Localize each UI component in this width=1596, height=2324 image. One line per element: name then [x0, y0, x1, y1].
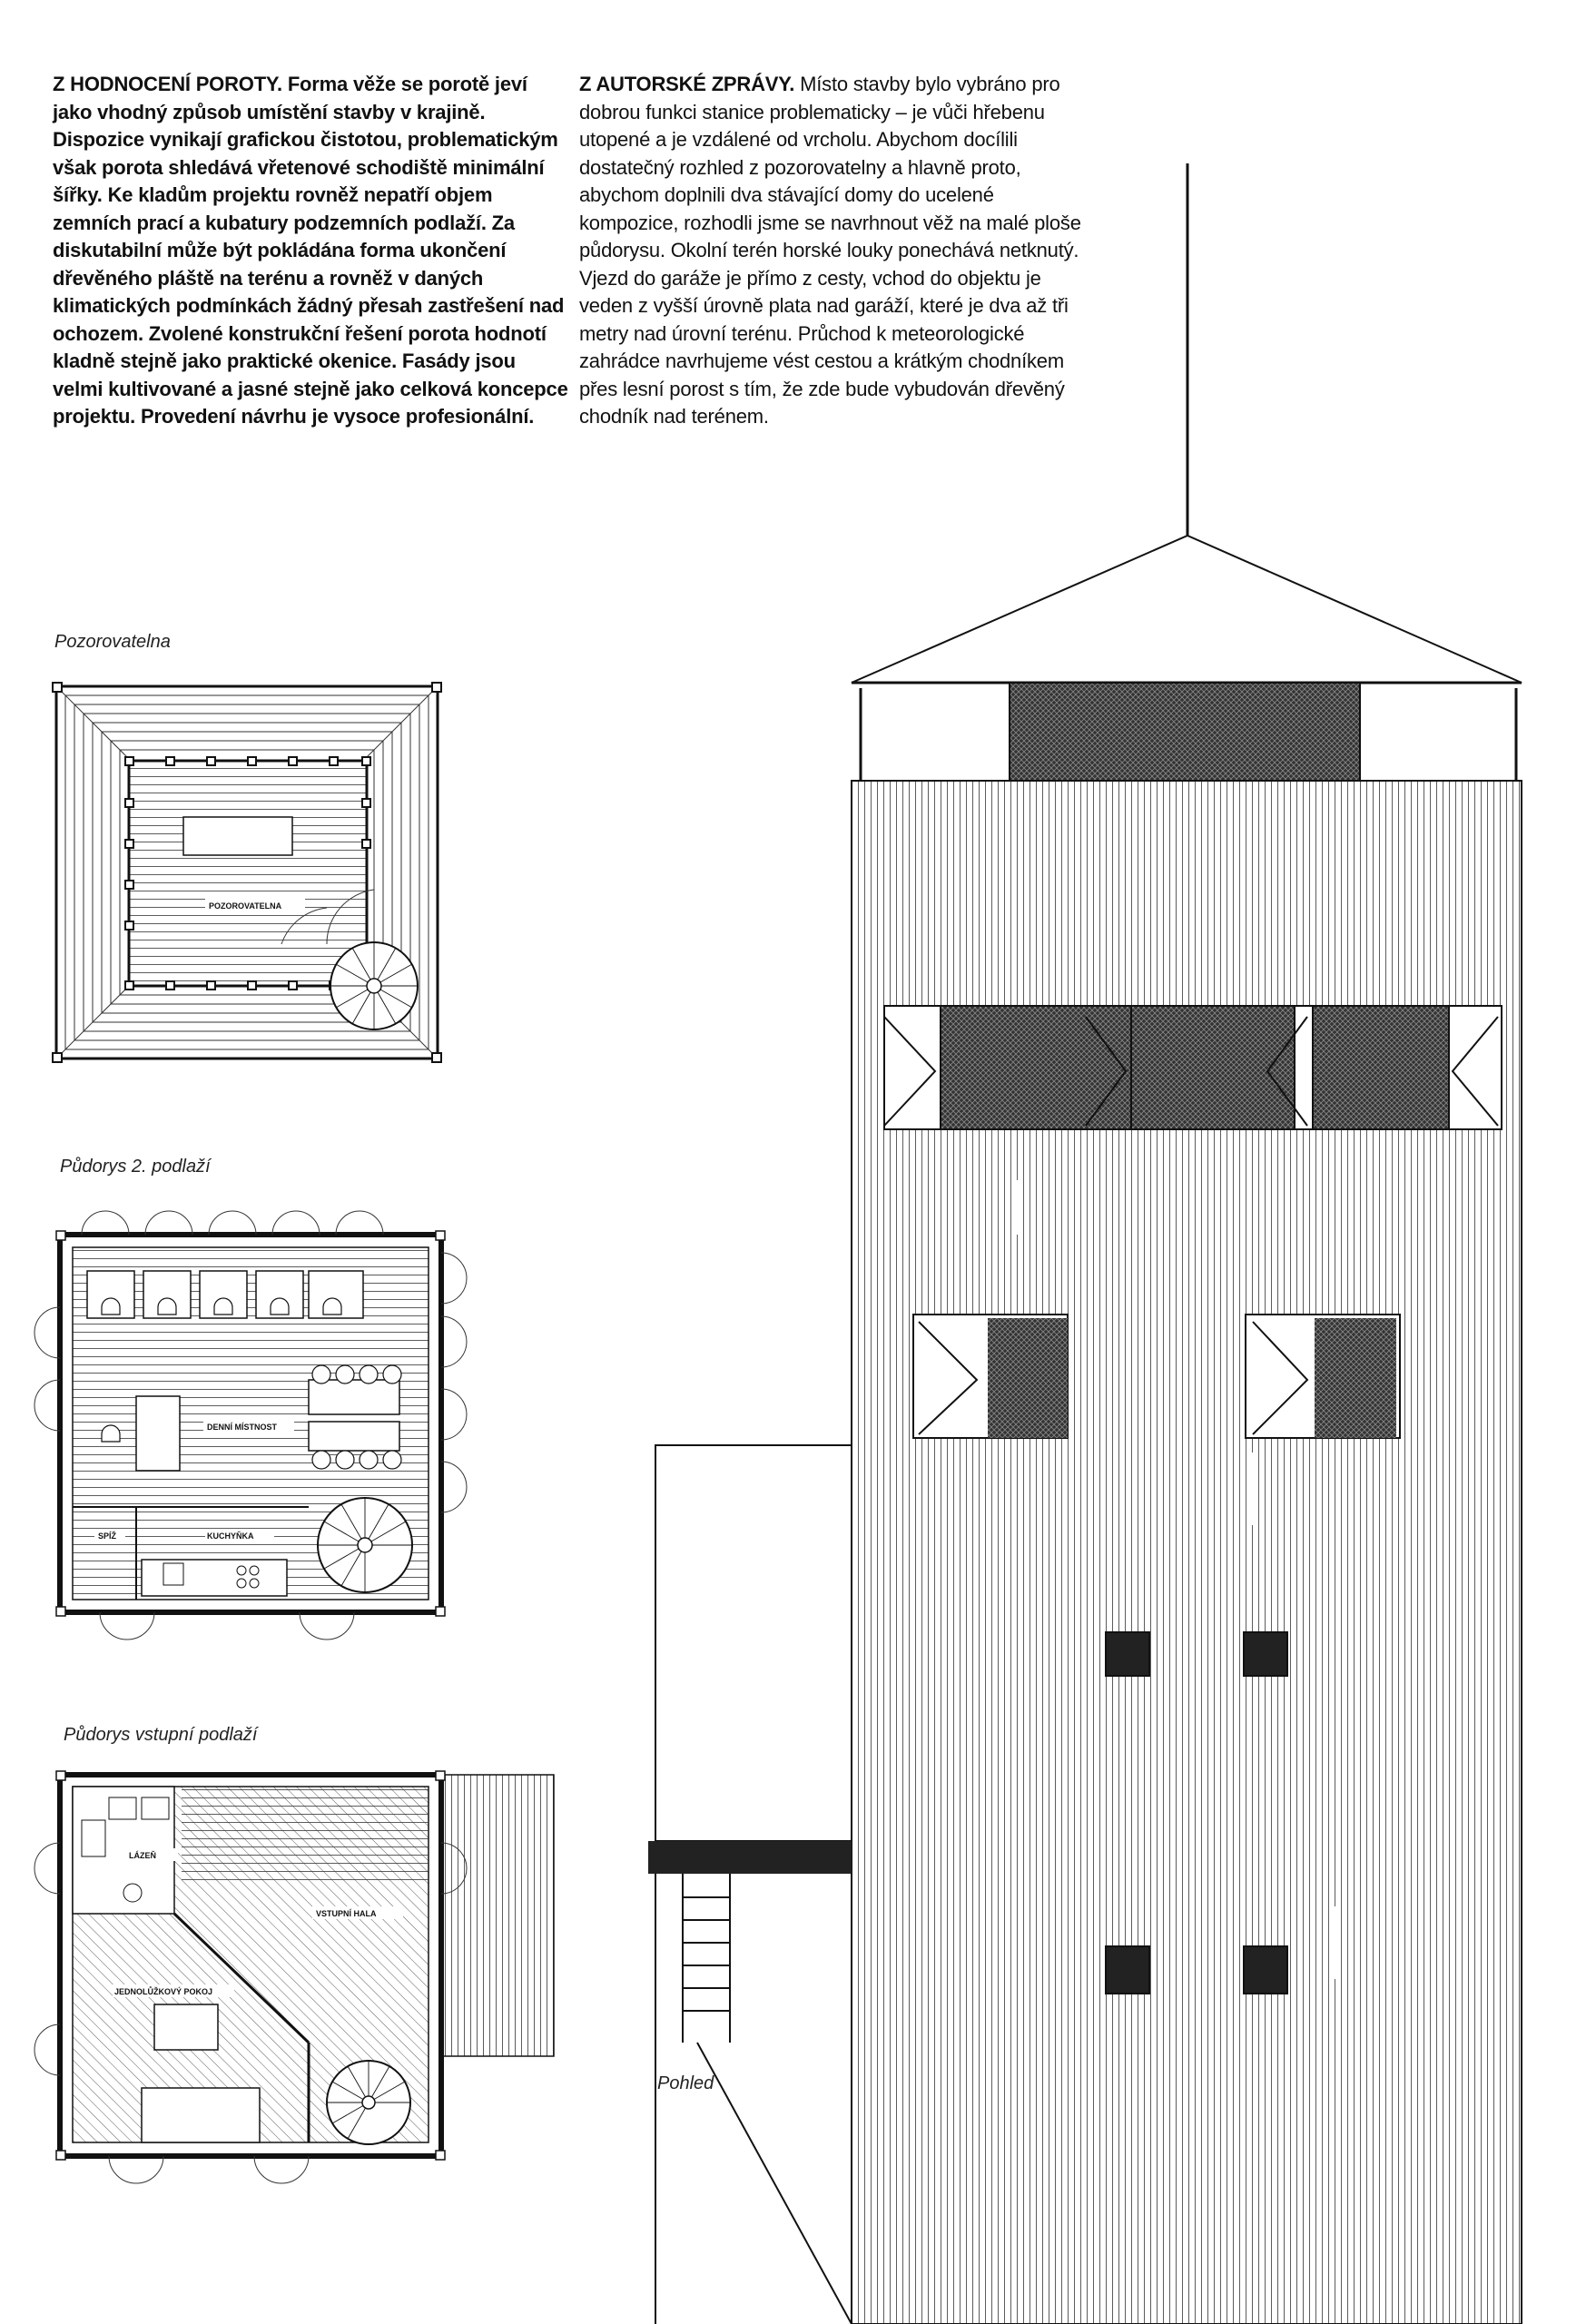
caption-view: Pohled	[657, 2073, 714, 2093]
label-entrance-hall: VSTUPNÍ HALA	[316, 1909, 377, 1918]
label-observatory-room: POZOROVATELNA	[209, 901, 282, 911]
label-pantry: SPÍŽ	[98, 1531, 117, 1541]
label-bathroom: LÁZEŇ	[129, 1851, 156, 1860]
observatory-plan	[53, 683, 441, 1062]
floor2-plan	[34, 1211, 467, 1640]
caption-floor2: Půdorys 2. podlaží	[60, 1157, 211, 1177]
tower-elevation	[648, 163, 1522, 2324]
label-day-room: DENNÍ MÍSTNOST	[207, 1423, 278, 1432]
author-text: Místo stavby bylo vybráno pro dobrou funkci stanice problematicky – je vůči hřebenu utopené a je vzdálené od vrcholu. Abychom docílili dostatečný rozhled z pozorovatelny a hlavně proto, abychom doplnili dva stávající domy do ucelené kompozice, rozhodli jsme se navrhnout věž na malé ploše půdorysu. Okolní terén horské louky ponechává netknutý. Vjezd do garáže je přímo z cesty, vchod do objektu je veden z vyšší úrovně plata nad garáží, které je dva až tři metry nad úrovní terénu. Průchod k meteorologické zahrádce navrhujeme vést cestou a krátkým chodníkem přes lesní porost s tím, že zde bude vybudován dřevěný chodník nad terénem.	[579, 73, 1081, 428]
jury-text: Forma věže se porotě jeví jako vhodný způsob umístění stavby v krajině. Dispozice vynikají grafickou čistotou, problematickým však porota shledává vřetenové schodiště minimální šířky. Ke kladům projektu rovněž nepatří objem zemních prací a kubatury podzemních podlaží. Za diskutabilní může být pokládána forma ukončení dřevěného pláště na terénu a rovněž v daných klimatických podmínkách žádný přesah zastřešení nad ochozem. Zvolené konstrukční řešení porota hodnotí kladně stejně jako praktické okenice. Fasády jsou velmi kultivované a jasné stejně jako celková koncepce projektu. Provedení návrhu je vysoce profesionální.	[53, 73, 568, 428]
author-heading: Z AUTORSKÉ ZPRÁVY.	[579, 73, 795, 95]
caption-entrance: Půdorys vstupní podlaží	[64, 1725, 258, 1745]
entrance-plan	[34, 1771, 554, 2183]
label-single-room: JEDNOLŮŽKOVÝ POKOJ	[114, 1987, 213, 1996]
jury-heading: Z HODNOCENÍ POROTY.	[53, 73, 282, 95]
caption-observatory: Pozorovatelna	[54, 632, 171, 652]
label-kitchen: KUCHYŇKA	[207, 1531, 254, 1541]
